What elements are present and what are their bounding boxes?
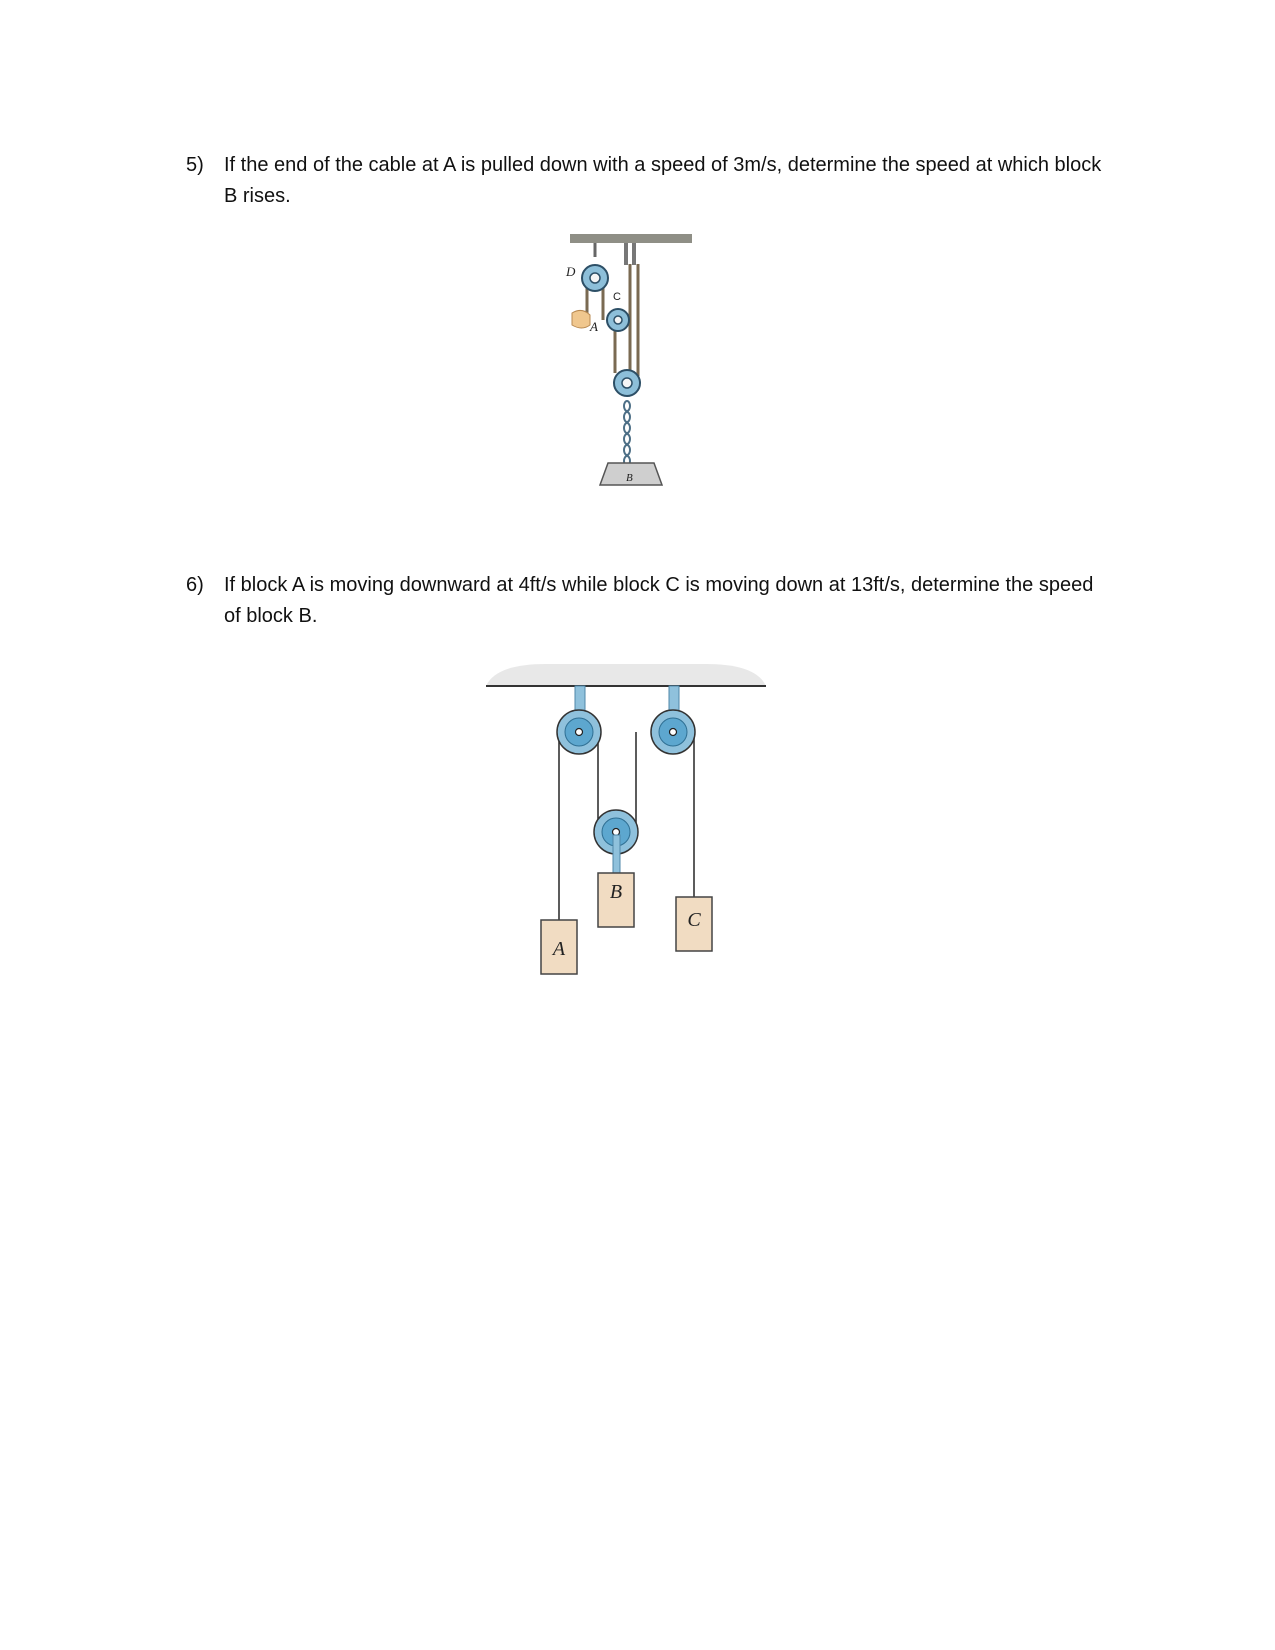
label-b: B: [626, 472, 633, 484]
pulley-system-figure-5: [560, 228, 710, 528]
problem-6: [186, 570, 1106, 632]
problem-number: 5): [186, 154, 204, 176]
pulley-system-figure-6: [480, 652, 780, 1012]
pulley-c: [607, 309, 629, 331]
problem-text: If the end of the cable at A is pulled down with a speed of 3m/s, determine the speed at which block B rises.: [224, 154, 1102, 207]
ceiling-plate: [570, 234, 692, 243]
label-c: C: [613, 291, 621, 303]
ceiling: [486, 664, 766, 686]
block-c: [676, 897, 712, 951]
label-b: B: [609, 881, 623, 903]
label-a: A: [552, 938, 566, 960]
label-c: C: [687, 909, 701, 931]
problem-5: [186, 150, 1106, 212]
block-a: [541, 920, 577, 974]
label-a: A: [590, 319, 598, 334]
block-b: [598, 873, 634, 927]
problem-number: 6): [186, 574, 204, 596]
problem-text: If block A is moving downward at 4ft/s while block C is moving down at 13ft/s, determine the speed of block B.: [224, 574, 1094, 627]
pulley-top-left: [557, 710, 601, 754]
pulley-d: [582, 265, 608, 291]
hand-icon: [572, 310, 590, 328]
label-d: D: [566, 264, 576, 279]
pulley-lower: [614, 370, 640, 396]
pulley-top-right: [651, 710, 695, 754]
